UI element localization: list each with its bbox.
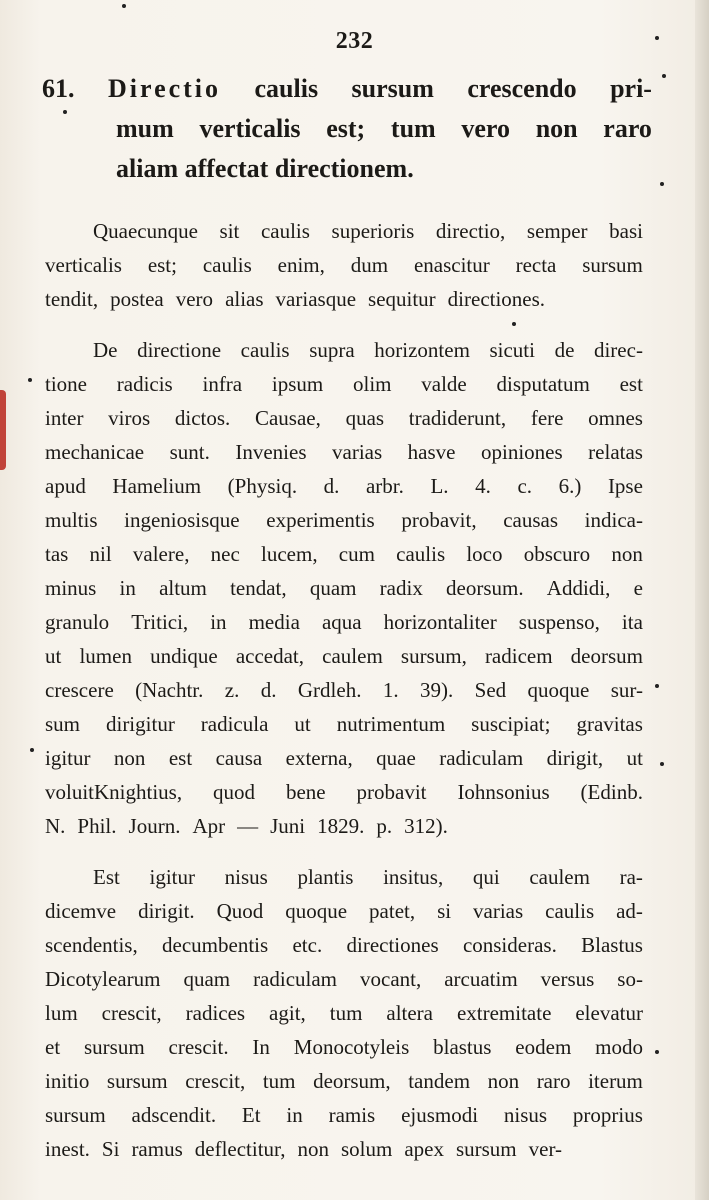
word: directiones.	[447, 287, 546, 311]
text-line	[45, 928, 643, 962]
text-line	[45, 707, 643, 741]
word: Phil.	[77, 814, 117, 838]
print-speck	[655, 684, 659, 688]
page-edge-shadow	[695, 0, 709, 1200]
word: decumbentis	[162, 933, 269, 957]
word: disputatum	[496, 372, 590, 396]
word: Si	[101, 1137, 120, 1161]
print-speck	[63, 110, 67, 114]
word: recta	[515, 253, 557, 277]
word: enim,	[277, 253, 325, 277]
word: indica-	[584, 508, 643, 532]
text-line	[45, 809, 643, 843]
word: minus	[45, 576, 97, 600]
word: suspenso,	[518, 610, 600, 634]
text-line	[45, 605, 643, 639]
word: sursum	[582, 253, 643, 277]
heading-word: non	[535, 114, 578, 143]
word: caulis	[260, 219, 310, 243]
paragraph-2	[45, 333, 643, 843]
word: d.	[323, 474, 340, 498]
word: Quod	[216, 899, 264, 923]
word: —	[237, 814, 259, 838]
print-speck	[655, 36, 659, 40]
word: loco	[466, 542, 503, 566]
word: non	[611, 542, 643, 566]
word: sursum	[106, 1069, 168, 1093]
page-number: 232	[335, 28, 374, 54]
word: Dicotylearum	[45, 967, 161, 991]
word: basi	[609, 219, 643, 243]
word: causa	[215, 746, 263, 770]
word: lumen	[79, 644, 132, 668]
word: 4.	[475, 474, 491, 498]
text-line	[45, 571, 643, 605]
word: crescit,	[101, 1001, 162, 1025]
word: 39).	[420, 678, 454, 702]
word: sicuti	[489, 338, 535, 362]
word: dirigit.	[138, 899, 195, 923]
word: sursum	[45, 1103, 106, 1127]
word: 1.	[382, 678, 399, 702]
word: ut	[294, 712, 311, 736]
word: postea	[110, 287, 164, 311]
word: quas	[345, 406, 385, 430]
word: agit,	[269, 1001, 306, 1025]
word: N.	[45, 814, 66, 838]
text-line	[45, 673, 643, 707]
text-line	[45, 214, 643, 248]
heading-word: crescendo	[467, 74, 577, 103]
print-speck	[660, 762, 664, 766]
word: nisus	[503, 1103, 548, 1127]
text-line	[45, 503, 643, 537]
word: Causae,	[254, 406, 321, 430]
word: directione	[137, 338, 222, 362]
word: viros	[108, 406, 151, 430]
word: hasve	[407, 440, 456, 464]
word: tendat,	[230, 576, 287, 600]
word: e	[633, 576, 643, 600]
print-speck	[30, 748, 34, 752]
heading-line-2	[116, 114, 652, 144]
word: z.	[224, 678, 240, 702]
word: qui	[472, 865, 500, 889]
word: extremitate	[456, 1001, 552, 1025]
word: obscuro	[523, 542, 591, 566]
word: crescit,	[185, 1069, 246, 1093]
print-speck	[28, 378, 32, 382]
word: in	[119, 576, 136, 600]
word: ejusmodi	[401, 1103, 479, 1127]
word: sum	[45, 712, 81, 736]
paragraph-3	[45, 860, 643, 1166]
word: varias	[332, 440, 383, 464]
word: non	[297, 1137, 329, 1161]
heading-word: caulis	[254, 74, 319, 103]
word: media	[248, 610, 300, 634]
word: deorsum	[570, 644, 643, 668]
word: quoque	[285, 899, 348, 923]
word: Quaecunque	[93, 219, 198, 243]
word: si	[437, 899, 452, 923]
word: insitus,	[383, 865, 444, 889]
word: alias	[225, 287, 264, 311]
word: arcuatim	[444, 967, 518, 991]
word: tendit,	[45, 287, 99, 311]
word: aqua	[321, 610, 362, 634]
paragraph-1	[45, 214, 643, 316]
word: multis	[45, 508, 98, 532]
word: tas	[45, 542, 69, 566]
word: crescere	[45, 678, 114, 702]
word: Blastus	[581, 933, 643, 957]
word: dirigitur	[105, 712, 175, 736]
word: iterum	[588, 1069, 643, 1093]
word: Monocotyleis	[293, 1035, 410, 1059]
word: igitur	[149, 865, 195, 889]
word: ramus	[131, 1137, 183, 1161]
word: Hamelium	[112, 474, 202, 498]
word: radices	[185, 1001, 246, 1025]
word: probavit,	[401, 508, 477, 532]
word: Ipse	[607, 474, 643, 498]
word: dicemve	[45, 899, 117, 923]
text-line	[45, 775, 643, 809]
word: in	[210, 610, 227, 634]
word: horizontaliter	[383, 610, 497, 634]
word: nec	[210, 542, 240, 566]
word: adscendit.	[131, 1103, 217, 1127]
section-number: 61.	[42, 74, 75, 103]
word: elevatur	[575, 1001, 643, 1025]
heading-word: Directio	[108, 74, 222, 103]
word: variasque	[275, 287, 357, 311]
word: proprius	[572, 1103, 643, 1127]
word: non	[113, 746, 146, 770]
word: radiculam	[253, 967, 338, 991]
word: apex	[404, 1137, 444, 1161]
word: In	[252, 1035, 270, 1059]
word: lucem,	[261, 542, 318, 566]
word: (Nachtr.	[135, 678, 204, 702]
word: radix	[379, 576, 423, 600]
word: caulem	[529, 865, 590, 889]
word: de	[554, 338, 575, 362]
word: sit	[219, 219, 240, 243]
word: Apr	[192, 814, 226, 838]
word: directio,	[435, 219, 506, 243]
heading-word: tum	[390, 114, 436, 143]
word: direc-	[593, 338, 643, 362]
word: arbr.	[365, 474, 404, 498]
text-line	[45, 860, 643, 894]
word: experimentis	[266, 508, 375, 532]
word: non	[487, 1069, 520, 1093]
heading-word: raro	[603, 114, 652, 143]
word: Et	[241, 1103, 261, 1127]
text-line	[45, 333, 643, 367]
text-line	[45, 469, 643, 503]
word: verticalis	[45, 253, 122, 277]
word: ad-	[616, 899, 643, 923]
word: sur-	[610, 678, 643, 702]
word: Sed	[474, 678, 507, 702]
word: vocant,	[360, 967, 422, 991]
text-line	[45, 1132, 643, 1166]
word: 312).	[404, 814, 448, 838]
text-line	[45, 248, 643, 282]
word: voluitKnightius,	[45, 780, 183, 804]
word: Journ.	[128, 814, 181, 838]
word: causas	[503, 508, 559, 532]
word: accedat,	[235, 644, 305, 668]
word: consideras.	[462, 933, 557, 957]
word: deorsum,	[313, 1069, 391, 1093]
text-line	[45, 894, 643, 928]
word: est	[168, 746, 193, 770]
text-line	[45, 537, 643, 571]
word: tum	[262, 1069, 296, 1093]
word: (Edinb.	[580, 780, 643, 804]
word: dirigit,	[546, 746, 604, 770]
word: raro	[536, 1069, 571, 1093]
word: nutrimentum	[336, 712, 446, 736]
word: quam	[183, 967, 231, 991]
word: modo	[595, 1035, 643, 1059]
word: versus	[540, 967, 595, 991]
word: apud	[45, 474, 86, 498]
word: scendentis,	[45, 933, 138, 957]
word: 1829.	[317, 814, 365, 838]
word: cum	[338, 542, 375, 566]
text-line	[45, 435, 643, 469]
word: horizontem	[374, 338, 470, 362]
text-line	[45, 367, 643, 401]
word: p.	[376, 814, 393, 838]
word: radicem	[484, 644, 553, 668]
print-speck	[512, 322, 516, 326]
heading-word: sursum	[351, 74, 434, 103]
text-line	[45, 401, 643, 435]
word: varias	[473, 899, 524, 923]
text-line	[45, 1030, 643, 1064]
word: igitur	[45, 746, 91, 770]
word: so-	[617, 967, 643, 991]
word: caulis	[240, 338, 290, 362]
text-line	[45, 741, 643, 775]
word: ut	[626, 746, 643, 770]
word: caulis	[545, 899, 595, 923]
word: initio	[45, 1069, 90, 1093]
word: L.	[430, 474, 449, 498]
heading-word: pri-	[610, 74, 652, 103]
word: quod	[213, 780, 256, 804]
heading-line-3: aliam affectat directionem.	[116, 154, 414, 183]
print-speck	[660, 182, 664, 186]
word: quoque	[527, 678, 590, 702]
word: tione	[45, 372, 87, 396]
word: valde	[421, 372, 467, 396]
word: radicis	[116, 372, 173, 396]
word: suscipiat;	[471, 712, 551, 736]
word: inest.	[45, 1137, 90, 1161]
word: Invenies	[235, 440, 307, 464]
word: ita	[621, 610, 643, 634]
word: vero	[175, 287, 214, 311]
word: etc.	[292, 933, 323, 957]
word: in	[286, 1103, 303, 1127]
word: radiculam	[439, 746, 524, 770]
word: ramis	[328, 1103, 376, 1127]
word: fere	[530, 406, 564, 430]
word: opiniones	[481, 440, 563, 464]
heading-line-1	[108, 74, 652, 104]
word: caulis	[202, 253, 252, 277]
word: c.	[517, 474, 533, 498]
heading-word: vero	[461, 114, 510, 143]
word: nisus	[224, 865, 268, 889]
word: est;	[147, 253, 177, 277]
word: dum	[350, 253, 389, 277]
word: tum	[329, 1001, 363, 1025]
word: quae	[376, 746, 416, 770]
word: ipsum	[271, 372, 324, 396]
word: gravitas	[576, 712, 643, 736]
word: ut	[45, 644, 62, 668]
word: patet,	[369, 899, 416, 923]
word: eodem	[515, 1035, 572, 1059]
word: tradiderunt,	[408, 406, 507, 430]
word: quam	[309, 576, 357, 600]
word: valere,	[132, 542, 190, 566]
word: ver-	[528, 1137, 563, 1161]
word: olim	[352, 372, 392, 396]
word: est	[619, 372, 643, 396]
word: superioris	[331, 219, 415, 243]
word: externa,	[285, 746, 353, 770]
word: mechanicae	[45, 440, 145, 464]
word: deflectitur,	[194, 1137, 286, 1161]
word: directiones	[346, 933, 439, 957]
word: sunt.	[169, 440, 210, 464]
text-line	[45, 282, 643, 316]
word: plantis	[297, 865, 354, 889]
word: sursum	[84, 1035, 145, 1059]
text-line	[45, 996, 643, 1030]
word: inter	[45, 406, 84, 430]
text-line	[45, 1098, 643, 1132]
word: caulis	[396, 542, 446, 566]
word: probavit	[356, 780, 427, 804]
text-line	[45, 639, 643, 673]
word: sursum	[455, 1137, 517, 1161]
word: granulo	[45, 610, 110, 634]
word: (Physiq.	[227, 474, 298, 498]
word: undique	[150, 644, 218, 668]
word: Est	[93, 865, 120, 889]
word: De	[93, 338, 118, 362]
word: altera	[386, 1001, 433, 1025]
word: tandem	[408, 1069, 471, 1093]
word: Addidi,	[546, 576, 611, 600]
print-speck	[655, 1050, 659, 1054]
word: Iohnsonius	[457, 780, 550, 804]
word: nil	[89, 542, 112, 566]
text-line	[45, 1064, 643, 1098]
word: Grdleh.	[297, 678, 362, 702]
word: ingeniosisque	[124, 508, 240, 532]
word: infra	[202, 372, 243, 396]
word: supra	[309, 338, 355, 362]
word: radicula	[200, 712, 269, 736]
heading-word: mum	[116, 114, 174, 143]
heading-word: verticalis	[199, 114, 301, 143]
word: altum	[159, 576, 207, 600]
word: blastus	[433, 1035, 492, 1059]
word: bene	[285, 780, 326, 804]
word: et	[45, 1035, 61, 1059]
word: Tritici,	[131, 610, 189, 634]
text-line	[45, 962, 643, 996]
word: deorsum.	[446, 576, 524, 600]
word: enascitur	[413, 253, 490, 277]
word: relatas	[588, 440, 643, 464]
word: d.	[260, 678, 277, 702]
word: solum	[340, 1137, 393, 1161]
word: lum	[45, 1001, 78, 1025]
print-speck	[662, 74, 666, 78]
word: crescit.	[168, 1035, 229, 1059]
word: omnes	[588, 406, 643, 430]
word: 6.)	[558, 474, 582, 498]
word: semper	[526, 219, 588, 243]
word: sursum,	[400, 644, 467, 668]
word: Juni	[270, 814, 306, 838]
word: caulem	[322, 644, 383, 668]
heading-word: est;	[326, 114, 366, 143]
page-edge-marker	[0, 390, 6, 470]
print-speck	[122, 4, 126, 8]
word: ra-	[619, 865, 643, 889]
word: dictos.	[174, 406, 231, 430]
word: sequitur	[368, 287, 436, 311]
